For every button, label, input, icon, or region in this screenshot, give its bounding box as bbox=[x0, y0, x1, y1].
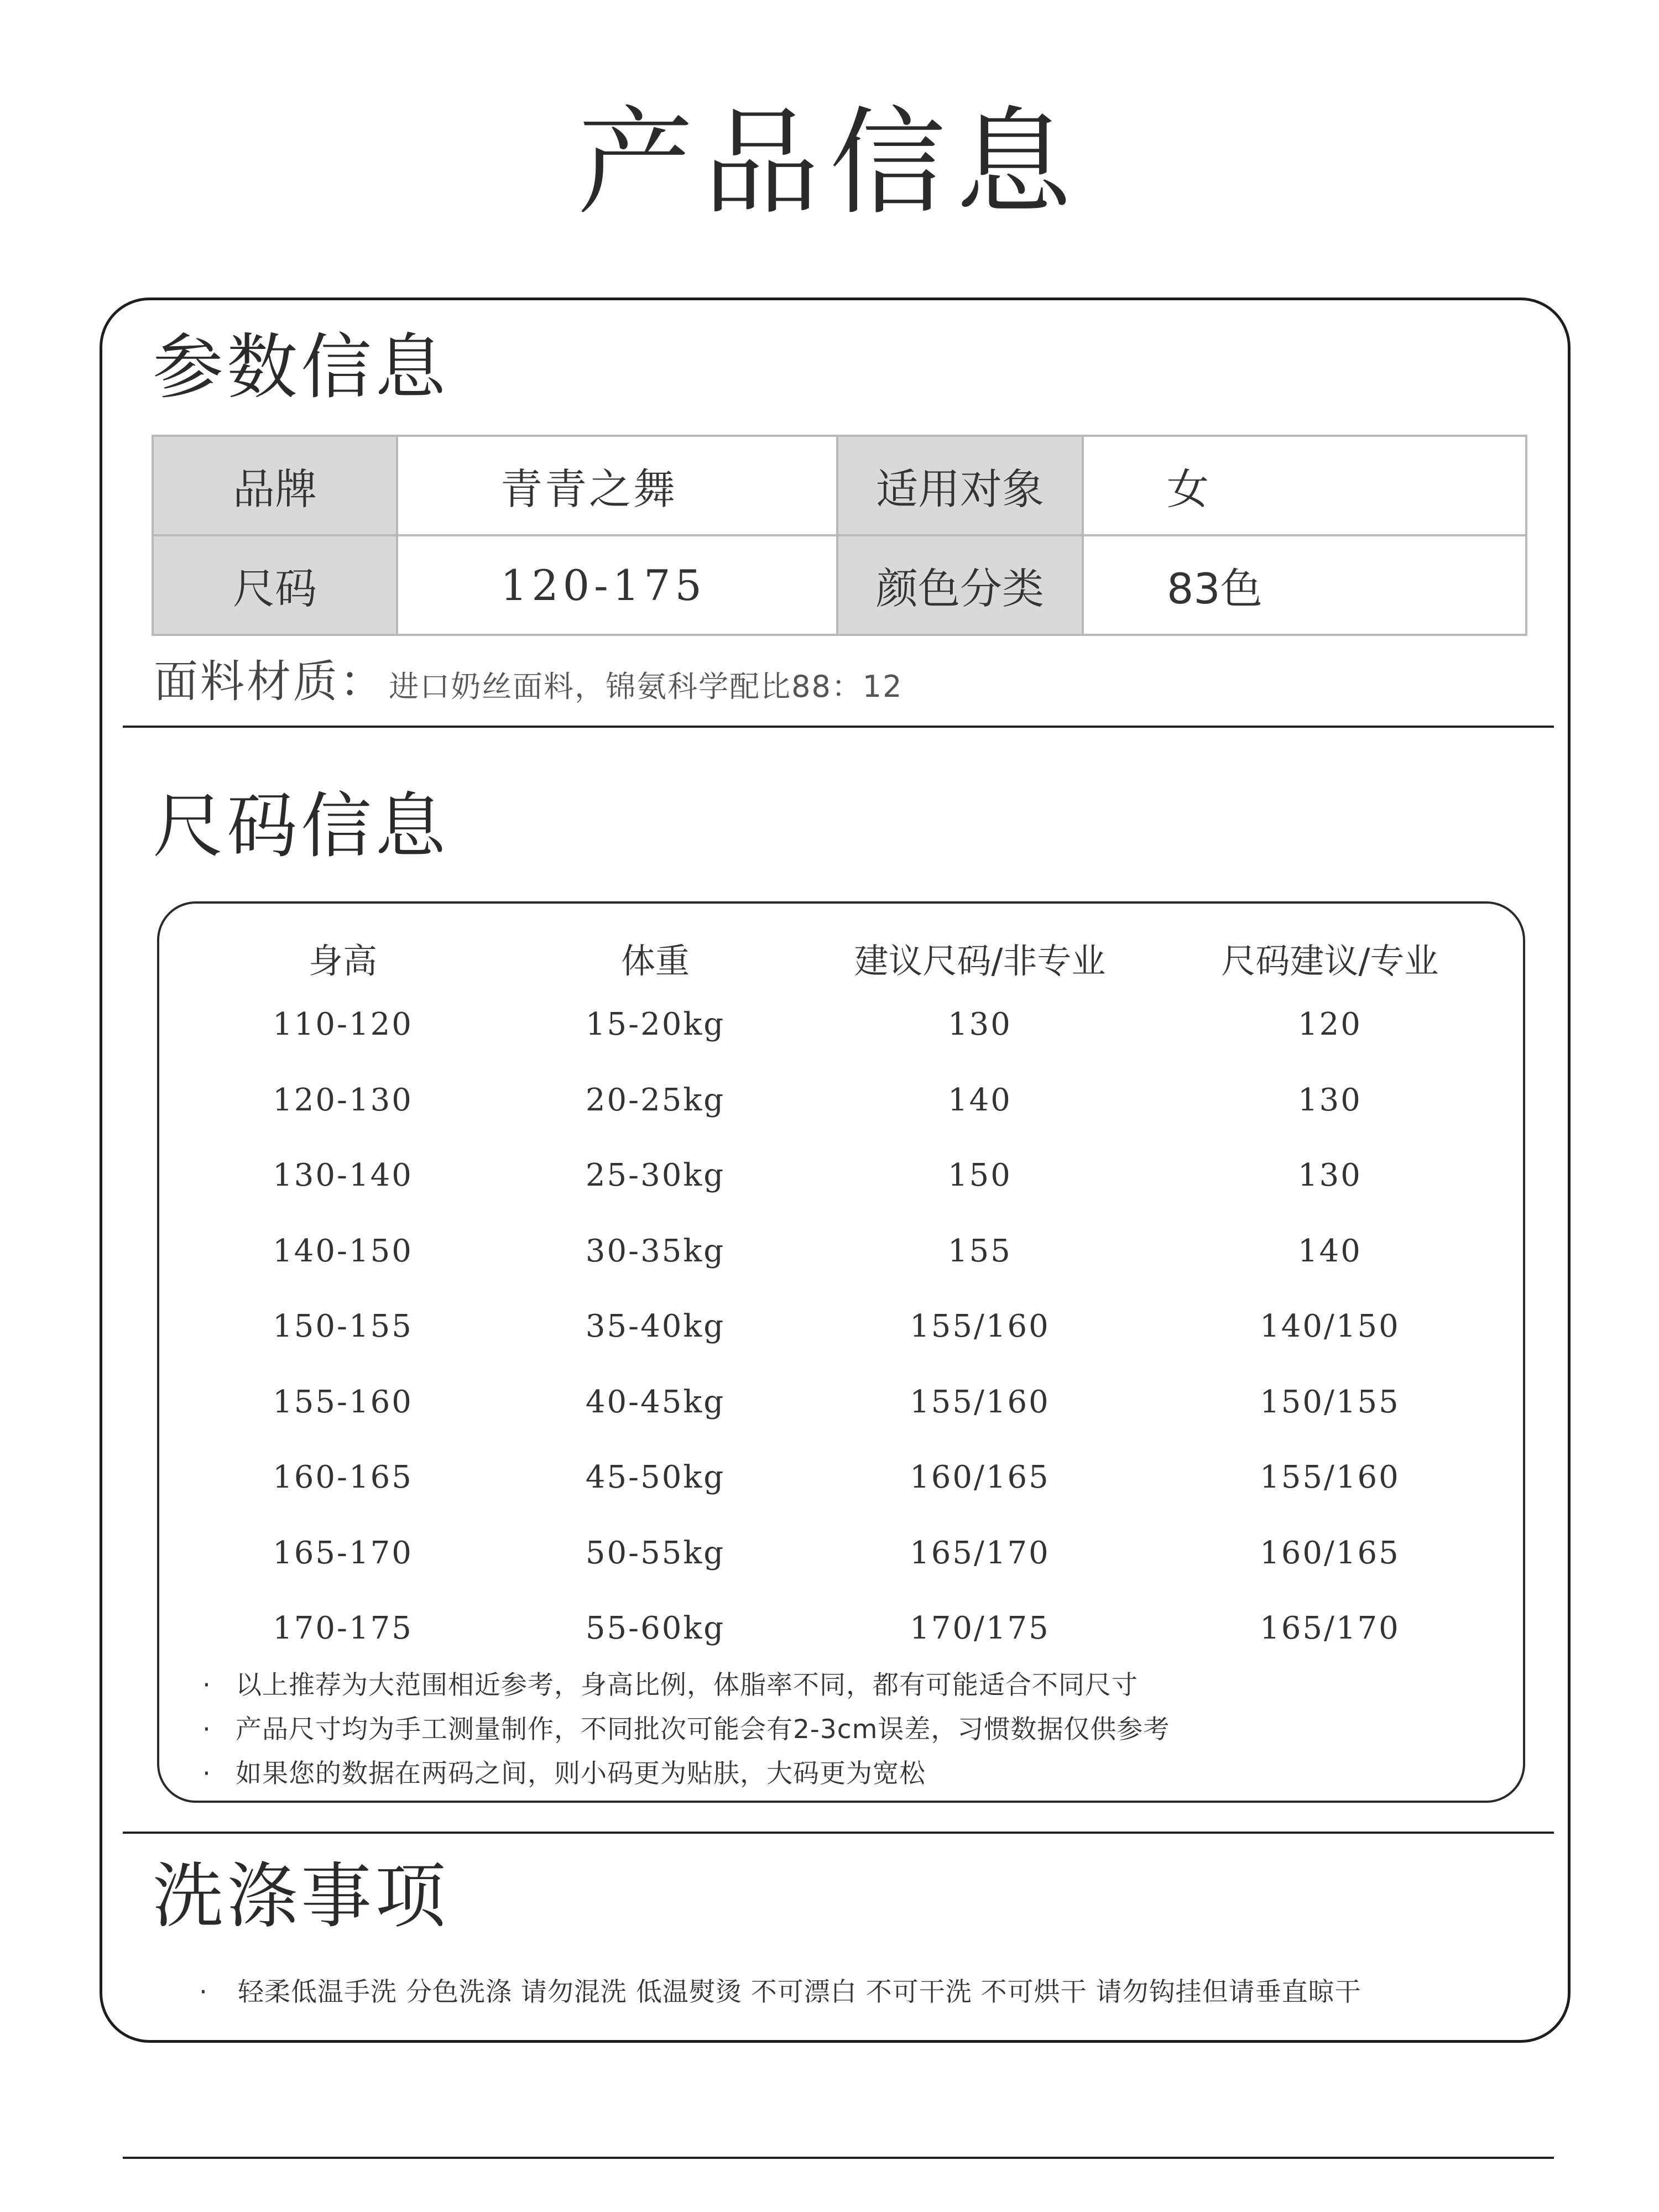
size-cell: 160/165 bbox=[1260, 1535, 1400, 1571]
size-cell: 155/160 bbox=[910, 1384, 1050, 1420]
size-note-text: 如果您的数据在两码之间，则小码更为贴肤，大码更为宽松 bbox=[236, 1759, 926, 1789]
size-cell: 150 bbox=[948, 1157, 1012, 1193]
page-title: 产品信息 bbox=[577, 95, 1082, 231]
size-cell: 155/160 bbox=[1260, 1459, 1400, 1495]
material-info bbox=[154, 646, 903, 709]
size-header-2: 体重 bbox=[620, 941, 690, 981]
size-cell: 130 bbox=[1298, 1082, 1362, 1118]
size-section-title: 尺码信息 bbox=[153, 785, 450, 868]
wash-section-title: 洗涤事项 bbox=[153, 1855, 450, 1938]
size-header-1: 身高 bbox=[308, 941, 377, 981]
size-cell: 165/170 bbox=[1260, 1610, 1400, 1646]
size-header-4: 尺码建议/专业 bbox=[1221, 941, 1439, 981]
brand-label: 品牌 bbox=[153, 436, 397, 535]
size-cell: 50-55kg bbox=[585, 1535, 726, 1571]
size-cell: 130-140 bbox=[273, 1157, 413, 1193]
size-note-text: 产品尺寸均为手工测量制作，不同批次可能会有2-3cm误差，习惯数据仅供参考 bbox=[236, 1714, 1170, 1745]
size-range-value: 120-175 bbox=[397, 535, 837, 635]
size-cell: 130 bbox=[1298, 1157, 1362, 1193]
params-table bbox=[152, 435, 1527, 636]
size-cell: 45-50kg bbox=[585, 1459, 726, 1495]
size-cell: 155 bbox=[948, 1233, 1012, 1269]
size-cell: 160-165 bbox=[273, 1459, 413, 1495]
section-divider bbox=[123, 726, 1554, 728]
material-label: 面料材质： bbox=[154, 656, 386, 707]
size-cell: 55-60kg bbox=[585, 1610, 726, 1646]
size-cell: 155-160 bbox=[273, 1384, 413, 1420]
params-section-title: 参数信息 bbox=[153, 326, 450, 409]
bullet-icon: · bbox=[202, 1714, 211, 1745]
size-cell: 120 bbox=[1298, 1006, 1362, 1042]
size-cell: 40-45kg bbox=[585, 1384, 726, 1420]
params-row bbox=[153, 535, 1526, 635]
size-cell: 150-155 bbox=[273, 1308, 413, 1344]
size-cell: 120-130 bbox=[273, 1082, 413, 1118]
size-cell: 165-170 bbox=[273, 1535, 413, 1571]
size-note bbox=[202, 1665, 1138, 1702]
size-cell: 140/150 bbox=[1260, 1308, 1400, 1344]
size-cell: 30-35kg bbox=[585, 1233, 726, 1269]
size-cell: 170/175 bbox=[910, 1610, 1050, 1646]
size-cell: 165/170 bbox=[910, 1535, 1050, 1571]
size-cell: 110-120 bbox=[273, 1006, 413, 1042]
color-label: 颜色分类 bbox=[837, 535, 1083, 635]
target-value: 女 bbox=[1083, 436, 1526, 535]
size-cell: 170-175 bbox=[273, 1610, 413, 1646]
wash-text: 轻柔低温手洗 分色洗涤 请勿混洗 低温熨烫 不可漂白 不可干洗 不可烘干 请勿钩挂但请垂直晾干 bbox=[238, 1977, 1361, 2007]
target-label: 适用对象 bbox=[837, 436, 1083, 535]
size-cell: 155/160 bbox=[910, 1308, 1050, 1344]
size-note-text: 以上推荐为大范围相近参考，身高比例，体脂率不同，都有可能适合不同尺寸 bbox=[236, 1670, 1138, 1700]
wash-instructions bbox=[199, 1971, 1361, 2008]
size-note bbox=[202, 1709, 1170, 1746]
size-cell: 140 bbox=[948, 1082, 1012, 1118]
bullet-icon: · bbox=[202, 1759, 211, 1789]
size-cell: 20-25kg bbox=[585, 1082, 726, 1118]
size-cell: 25-30kg bbox=[585, 1157, 726, 1193]
size-label: 尺码 bbox=[153, 535, 397, 635]
size-cell: 140-150 bbox=[273, 1233, 413, 1269]
size-cell: 160/165 bbox=[910, 1459, 1050, 1495]
size-cell: 140 bbox=[1298, 1233, 1362, 1269]
bullet-icon: · bbox=[202, 1670, 211, 1700]
section-divider bbox=[123, 1832, 1554, 1834]
size-header-3: 建议尺码/非专业 bbox=[854, 941, 1106, 981]
size-cell: 150/155 bbox=[1260, 1384, 1400, 1420]
params-row bbox=[153, 436, 1526, 535]
size-note bbox=[202, 1753, 926, 1790]
material-value: 进口奶丝面料，锦氨科学配比88：12 bbox=[389, 669, 903, 704]
size-cell: 35-40kg bbox=[585, 1308, 726, 1344]
brand-value: 青青之舞 bbox=[397, 436, 837, 535]
bullet-icon: · bbox=[199, 1977, 208, 2007]
size-cell: 130 bbox=[948, 1006, 1012, 1042]
size-cell: 15-20kg bbox=[585, 1006, 726, 1042]
color-value: 83色 bbox=[1083, 535, 1526, 635]
bottom-divider bbox=[123, 2157, 1554, 2159]
